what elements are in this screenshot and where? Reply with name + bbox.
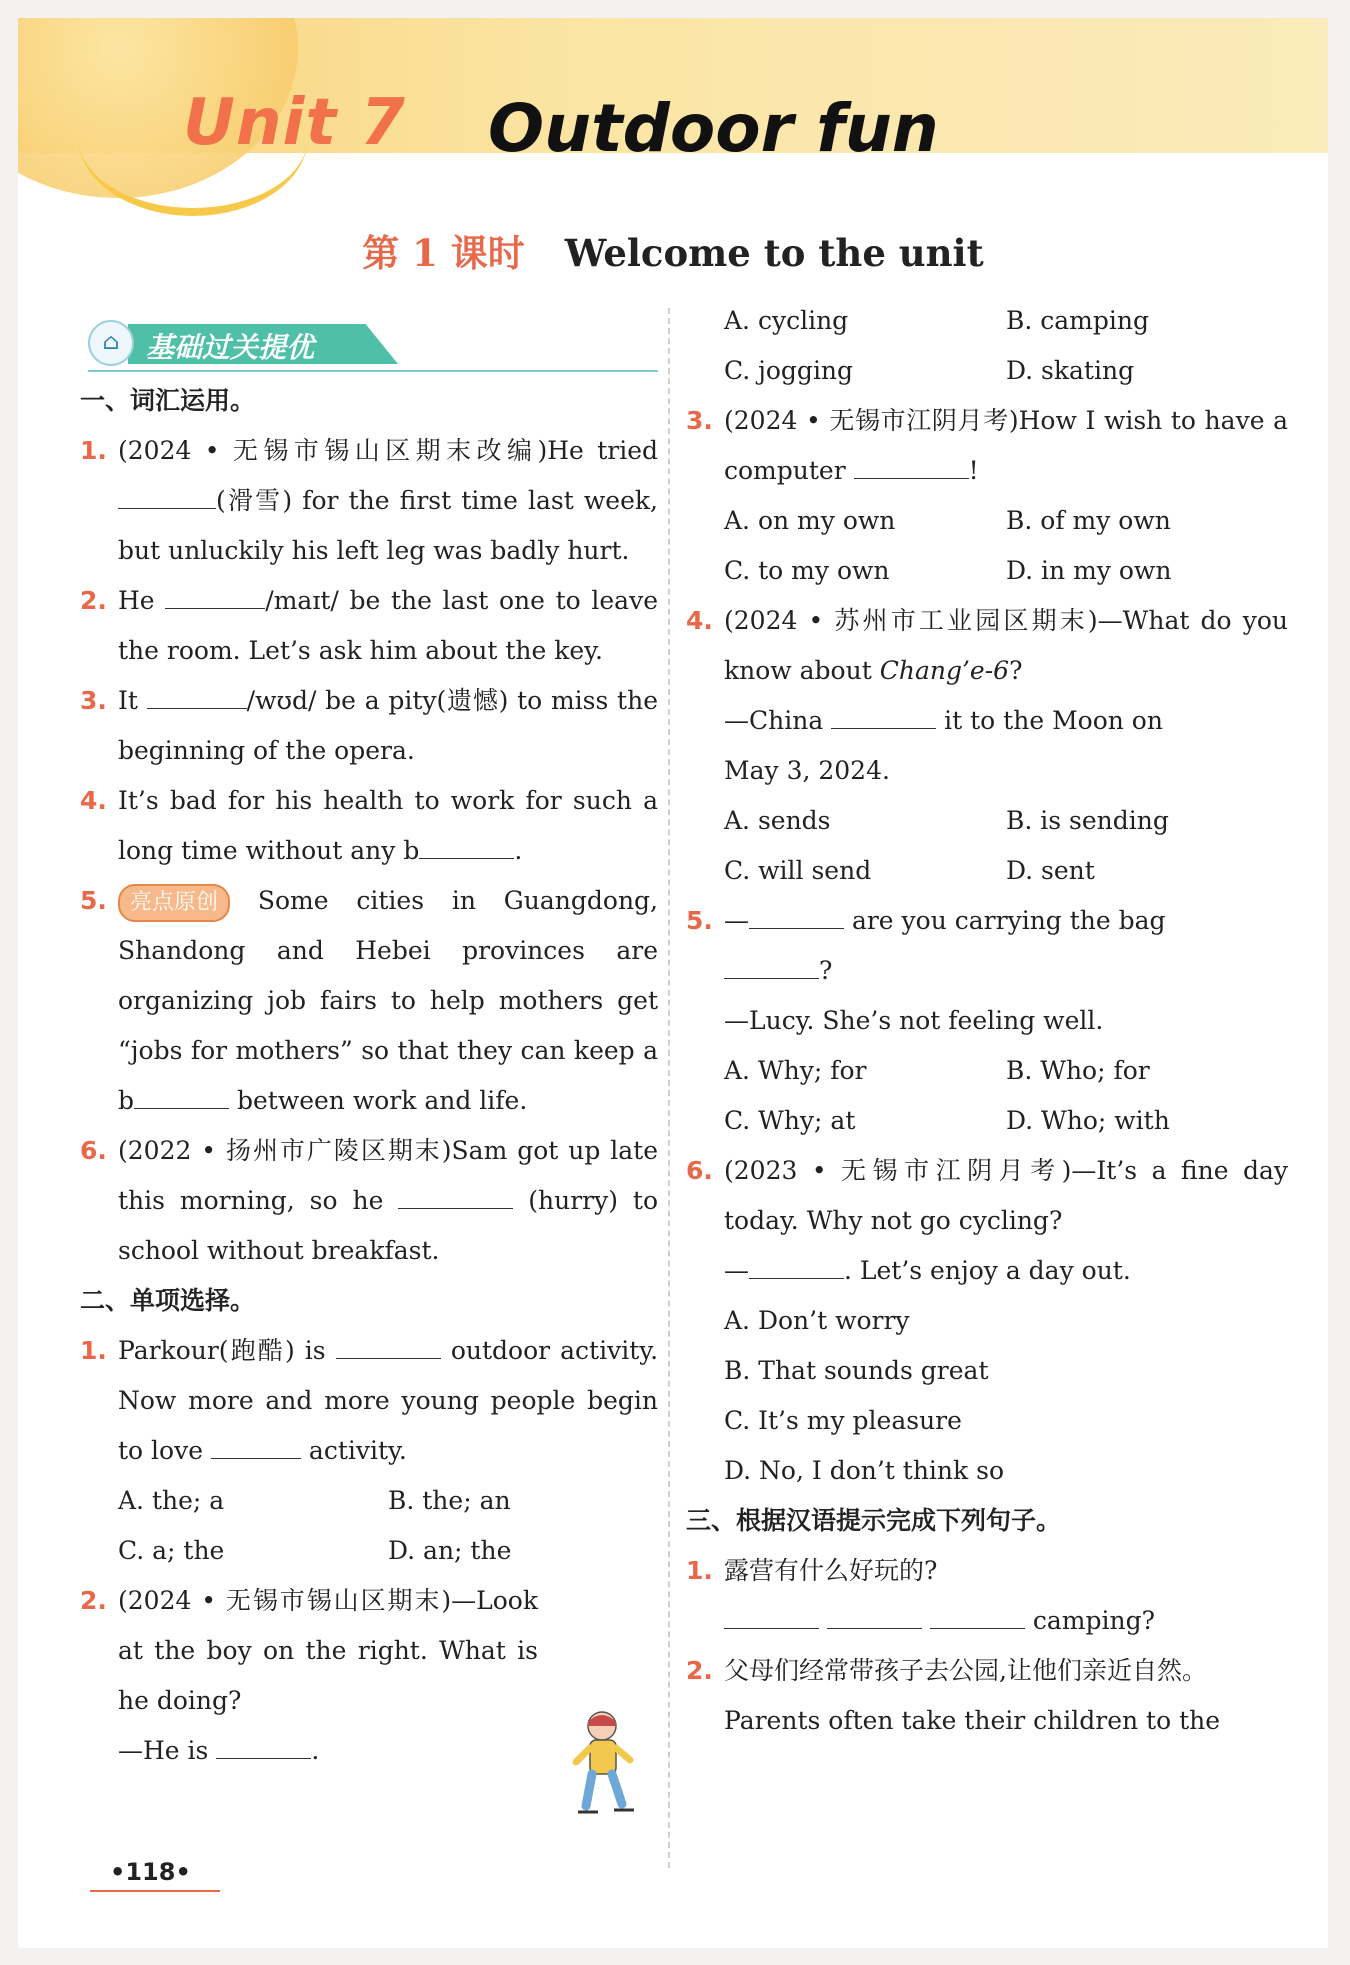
- option-d[interactable]: D. sent: [1006, 856, 1095, 885]
- option-c[interactable]: C. Why; at: [724, 1106, 856, 1135]
- option-d[interactable]: D. No, I don’t think so: [724, 1456, 1005, 1485]
- p1-question-1: 1. (2024 • 无锡市锡山区期末改编)He tried (滑雪) for the first time last week, but unluckily his left leg was badly hurt.: [80, 436, 658, 565]
- part2-heading: 二、单项选择。: [80, 1286, 256, 1315]
- answer-blank[interactable]: [749, 898, 844, 929]
- options-row: [686, 346, 1288, 396]
- option-a[interactable]: A. Don’t worry: [724, 1306, 910, 1335]
- p1-question-3: 3. It /wʊd/ be a pity(遗憾) to miss the beginning of the opera.: [80, 676, 658, 776]
- page-number-underline: [90, 1890, 220, 1892]
- p3-question-2: 2. 父母们经常带孩子去公园,让他们亲近自然。 Parents often take their children to the: [686, 1656, 1221, 1735]
- p1-question-2: 2. He /maɪt/ be the last one to leave the room. Let’s ask him about the key.: [80, 576, 658, 676]
- answer-blank[interactable]: [118, 478, 216, 509]
- options-row: [686, 846, 1288, 896]
- options-row: [686, 546, 1288, 596]
- p2-question-6: 6. (2023 • 无锡市江阴月考)—It’s a fine day today. Why not go cycling? — . Let’s enjoy a day out.: [686, 1156, 1288, 1285]
- option-b[interactable]: B. the; an: [388, 1486, 511, 1515]
- lesson-name: Welcome to the unit: [564, 231, 984, 275]
- skating-boy-illustration: [570, 1708, 640, 1828]
- lesson-number: 第 1 课时: [362, 231, 525, 275]
- option-b[interactable]: B. That sounds great: [724, 1356, 989, 1385]
- page-number: •118•: [110, 1858, 191, 1886]
- options-row: [686, 1096, 1288, 1146]
- p2-question-4: 4. (2024 • 苏州市工业园区期末)—What do you know about Chang’e-6? —China it to the Moon on May 3, 2024.: [686, 606, 1288, 785]
- option-b[interactable]: B. of my own: [1006, 506, 1171, 535]
- option-c[interactable]: C. It’s my pleasure: [724, 1406, 962, 1435]
- p3-question-1: 1. 露营有什么好玩的? camping?: [686, 1556, 1155, 1635]
- original-badge: 亮点原创: [118, 884, 230, 922]
- p1-question-4: 4. It’s bad for his health to work for such a long time without any b .: [80, 786, 658, 865]
- answer-blank[interactable]: [147, 678, 247, 709]
- option-a[interactable]: A. cycling: [724, 306, 849, 335]
- answer-blank[interactable]: [724, 1598, 819, 1629]
- left-column: [80, 376, 658, 1776]
- answer-blank[interactable]: [749, 1248, 844, 1279]
- part1-heading: 一、词汇运用。: [80, 386, 256, 415]
- answer-blank[interactable]: [336, 1328, 441, 1359]
- p2-question-1: 1. Parkour(跑酷) is outdoor activity. Now more and more young people begin to love activity.: [80, 1326, 658, 1476]
- answer-blank[interactable]: [165, 578, 265, 609]
- option-b[interactable]: B. is sending: [1006, 806, 1169, 835]
- option-a[interactable]: A. sends: [724, 806, 831, 835]
- options-row: [80, 1526, 658, 1576]
- options-row: [686, 496, 1288, 546]
- workbook-page: [18, 18, 1328, 1948]
- answer-blank[interactable]: [398, 1178, 513, 1209]
- option-b[interactable]: B. Who; for: [1006, 1056, 1150, 1085]
- column-divider: [668, 308, 670, 1868]
- options-row: [80, 1476, 658, 1526]
- option-d[interactable]: D. an; the: [388, 1536, 512, 1565]
- answer-blank[interactable]: [724, 948, 819, 979]
- answer-blank[interactable]: [216, 1728, 311, 1759]
- answer-blank[interactable]: [854, 448, 969, 479]
- unit-label: Unit 7: [183, 86, 406, 160]
- option-c[interactable]: C. jogging: [724, 356, 854, 385]
- option-d[interactable]: D. skating: [1006, 356, 1135, 385]
- p2-question-3: 3. (2024 • 无锡市江阴月考)How I wish to have a computer !: [686, 406, 1288, 485]
- answer-blank[interactable]: [827, 1598, 922, 1629]
- options-row: [686, 1046, 1288, 1096]
- right-column: [686, 296, 1288, 1746]
- option-b[interactable]: B. camping: [1006, 306, 1149, 335]
- p1-question-6: 6. (2022 • 扬州市广陵区期末)Sam got up late this morning, so he (hurry) to school without breakfast.: [80, 1136, 659, 1265]
- p1-question-5: 5. 亮点原创 Some cities in Guangdong, Shandong and Hebei provinces are organizing job fairs to help mothers get “jobs for mothers” so that they can keep a b between work and life.: [80, 876, 658, 1126]
- answer-blank[interactable]: [930, 1598, 1025, 1629]
- p2-question-5: 5. — are you carrying the bag ? —Lucy. She’s not feeling well.: [686, 896, 1288, 1046]
- house-icon: ⌂: [88, 320, 134, 366]
- answer-blank[interactable]: [134, 1078, 229, 1109]
- option-d[interactable]: D. Who; with: [1006, 1106, 1170, 1135]
- answer-blank[interactable]: [419, 828, 514, 859]
- option-c[interactable]: C. will send: [724, 856, 872, 885]
- option-c[interactable]: C. a; the: [118, 1536, 225, 1565]
- section-banner-label: 基础过关提优: [146, 331, 315, 364]
- option-a[interactable]: A. the; a: [118, 1486, 225, 1515]
- options-row: [686, 296, 1288, 346]
- unit-title: Outdoor fun: [488, 90, 939, 167]
- part3-heading: 三、根据汉语提示完成下列句子。: [686, 1506, 1062, 1535]
- answer-blank[interactable]: [211, 1428, 301, 1459]
- options-row: [686, 796, 1288, 846]
- option-a[interactable]: A. on my own: [724, 506, 896, 535]
- lesson-title: [18, 223, 1328, 277]
- p2-question-2: 2. (2024 • 无锡市锡山区期末)—Look at the boy on the right. What is he doing? —He is .: [80, 1586, 538, 1765]
- option-a[interactable]: A. Why; for: [724, 1056, 867, 1085]
- section-divider: [88, 370, 658, 372]
- section-banner: [88, 318, 418, 366]
- option-c[interactable]: C. to my own: [724, 556, 890, 585]
- answer-blank[interactable]: [831, 698, 936, 729]
- option-d[interactable]: D. in my own: [1006, 556, 1172, 585]
